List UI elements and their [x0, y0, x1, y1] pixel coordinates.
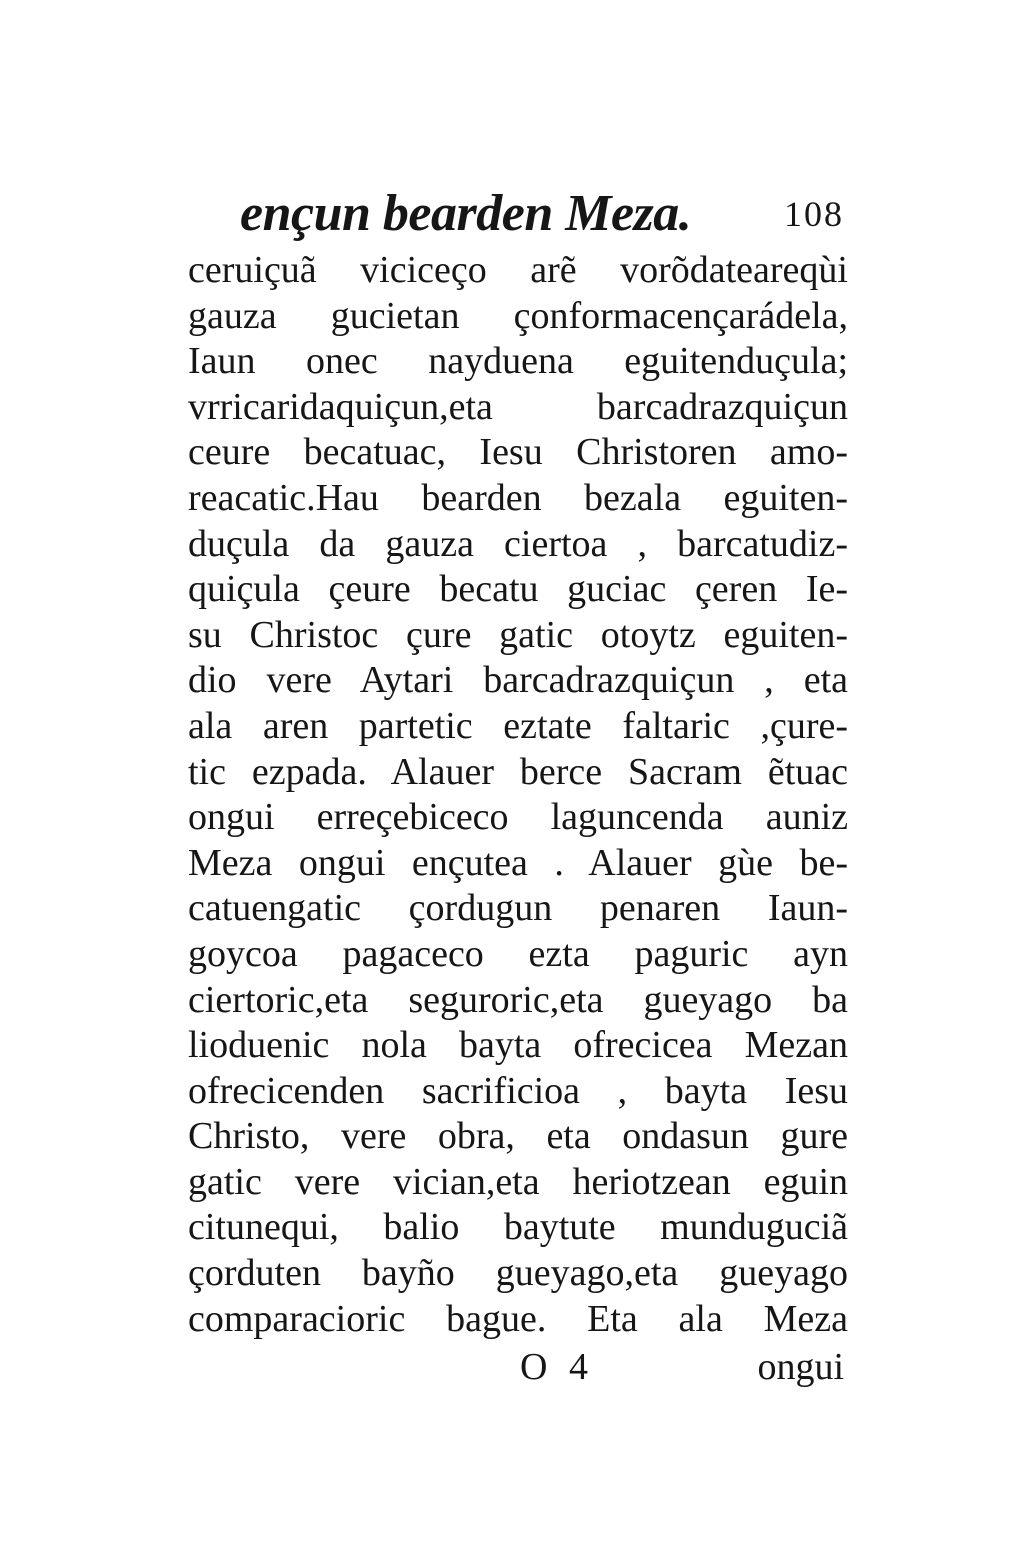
catchword: ongui [757, 1346, 844, 1388]
text-line: ceure becatuac, Iesu Christoren amo- [188, 431, 848, 474]
running-head: ençun bearden Meza. [240, 185, 692, 242]
text-line: ofrecicenden sacrificioa , bayta Iesu [188, 1069, 848, 1112]
text-line: ciertoric,eta seguroric,eta gueyago ba [188, 978, 848, 1021]
text-line: goycoa pagaceco ezta paguric ayn [188, 932, 848, 975]
text-line: gauza gucietan çonformacençarádela, [188, 294, 848, 337]
signature-mark: O 4 [520, 1346, 594, 1388]
text-line: reacatic.Hau bearden bezala eguiten- [188, 476, 848, 519]
text-line: dio vere Aytari barcadrazquiçun , eta [188, 659, 848, 702]
text-line: citunequi, balio baytute munduguciã [188, 1206, 848, 1249]
text-line: vrricaridaquiçun,eta barcadrazquiçun [188, 385, 848, 428]
text-line: ceruiçuã viciceço arẽ vorõdateareqùi [188, 249, 848, 291]
text-line: Iaun onec nayduena eguitenduçula; [188, 340, 848, 383]
text-line: ala aren partetic eztate faltaric ,çure- [188, 704, 848, 747]
text-line: duçula da gauza ciertoa , barcatudiz- [188, 522, 848, 565]
body-text [188, 248, 848, 1342]
text-line: catuengatic çordugun penaren Iaun- [188, 887, 848, 930]
text-line: comparacioric bague. Eta ala Meza [188, 1297, 848, 1340]
page-header [190, 178, 850, 250]
text-line: çorduten bayño gueyago,eta gueyago [188, 1252, 848, 1295]
page-number: 108 [784, 194, 844, 234]
text-line: tic ezpada. Alauer berce Sacram ẽtuac [188, 750, 848, 793]
text-line: quiçula çeure becatu guciac çeren Ie- [188, 568, 848, 611]
text-line: ongui erreçebiceco laguncenda auniz [188, 796, 848, 839]
text-line: lioduenic nola bayta ofrecicea Mezan [188, 1024, 848, 1067]
text-line: gatic vere vician,eta heriotzean eguin [188, 1160, 848, 1203]
page-footer [188, 1342, 848, 1392]
text-line: Christo, vere obra, eta ondasun gure [188, 1115, 848, 1158]
text-line: su Christoc çure gatic otoytz eguiten- [188, 613, 848, 656]
text-line: Meza ongui ençutea . Alauer gùe be- [188, 841, 848, 884]
